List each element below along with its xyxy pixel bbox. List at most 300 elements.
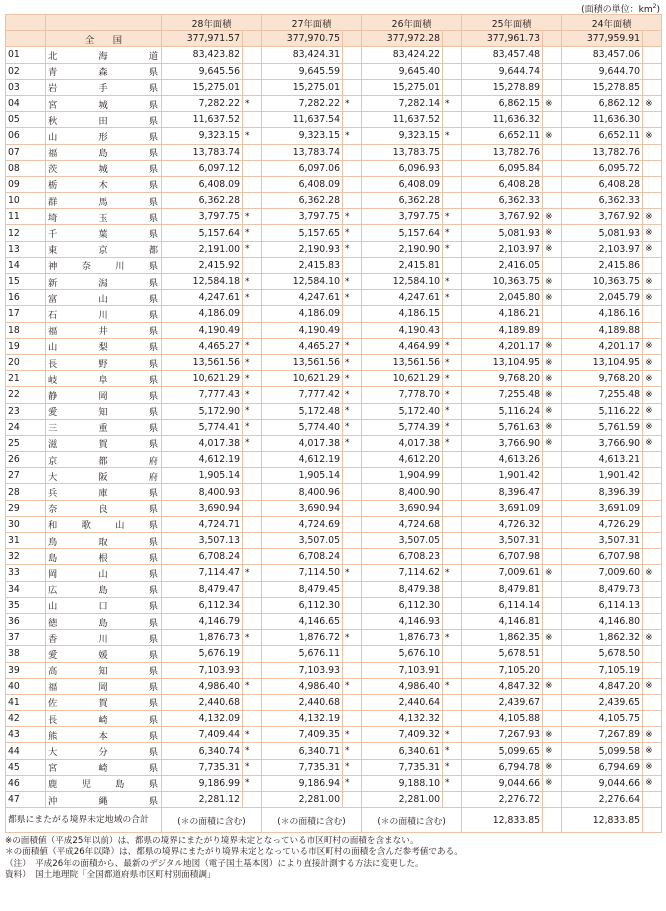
area-value: 13,782.76	[562, 144, 643, 160]
area-value: 2,281.00	[362, 792, 443, 808]
boundary-label: 都県にまたがる境界未定地域の合計	[6, 808, 162, 833]
value-mark: *	[443, 338, 462, 354]
area-value: 7,103.93	[262, 662, 343, 678]
area-value: 4,146.81	[462, 613, 543, 629]
value-mark	[643, 452, 662, 468]
value-mark: *	[343, 338, 362, 354]
prefecture-code: 15	[6, 274, 46, 290]
value-mark	[543, 193, 562, 209]
table-row	[6, 274, 662, 290]
area-value: 7,105.19	[562, 662, 643, 678]
table-row	[6, 387, 662, 403]
area-value: 4,464.99	[362, 338, 443, 354]
area-value: 9,044.66	[562, 775, 643, 791]
value-mark: ※	[543, 565, 562, 581]
prefecture-name: 大分県	[46, 743, 162, 759]
area-value: 2,276.72	[462, 792, 543, 808]
area-value: 7,103.91	[362, 662, 443, 678]
value-mark	[443, 31, 462, 47]
value-mark	[443, 144, 462, 160]
prefecture-name: 岡山県	[46, 565, 162, 581]
value-mark: ※	[643, 727, 662, 743]
prefecture-name: 富山県	[46, 290, 162, 306]
area-value: 3,507.31	[562, 533, 643, 549]
value-mark: *	[243, 338, 262, 354]
value-mark	[543, 144, 562, 160]
prefecture-code: 08	[6, 160, 46, 176]
value-mark	[443, 646, 462, 662]
area-value: 13,783.74	[162, 144, 243, 160]
value-mark	[243, 533, 262, 549]
area-value: 5,676.11	[262, 646, 343, 662]
included-note: (＊の面積に含む)	[362, 808, 462, 833]
area-value: 15,275.01	[162, 79, 243, 95]
area-value: 5,116.22	[562, 403, 643, 419]
value-mark: *	[243, 743, 262, 759]
value-mark	[543, 711, 562, 727]
value-mark	[443, 47, 462, 63]
prefecture-code: 12	[6, 225, 46, 241]
table-row	[6, 306, 662, 322]
area-value: 10,621.29	[162, 371, 243, 387]
table-row	[6, 452, 662, 468]
value-mark: *	[243, 419, 262, 435]
area-value: 4,186.09	[162, 306, 243, 322]
value-mark	[243, 306, 262, 322]
table-row	[6, 371, 662, 387]
area-value: 8,400.90	[362, 484, 443, 500]
area-value: 4,017.38	[262, 435, 343, 451]
total-row	[6, 31, 662, 47]
prefecture-name: 長野県	[46, 354, 162, 370]
value-mark: *	[343, 419, 362, 435]
area-value: 1,876.72	[262, 630, 343, 646]
prefecture-name: 山形県	[46, 128, 162, 144]
value-mark: *	[343, 387, 362, 403]
value-mark	[443, 193, 462, 209]
value-mark: *	[443, 759, 462, 775]
value-mark: ※	[643, 435, 662, 451]
area-value: 8,396.39	[562, 484, 643, 500]
table-row	[6, 484, 662, 500]
area-value: 3,797.75	[362, 209, 443, 225]
area-value: 1,905.14	[262, 468, 343, 484]
area-value: 2,440.68	[162, 694, 243, 710]
prefecture-code: 11	[6, 209, 46, 225]
value-mark: ※	[643, 371, 662, 387]
area-value: 10,363.75	[562, 274, 643, 290]
area-value: 4,190.43	[362, 322, 443, 338]
area-value: 4,724.71	[162, 516, 243, 532]
prefecture-code: 10	[6, 193, 46, 209]
area-value: 3,691.09	[562, 500, 643, 516]
value-mark: *	[443, 678, 462, 694]
prefecture-code: 21	[6, 371, 46, 387]
value-mark	[343, 516, 362, 532]
table-row	[6, 549, 662, 565]
area-value: 6,862.15	[462, 95, 543, 111]
value-mark	[243, 711, 262, 727]
value-mark: *	[243, 403, 262, 419]
area-value: 4,612.20	[362, 452, 443, 468]
table-row	[6, 630, 662, 646]
prefecture-code: 47	[6, 792, 46, 808]
prefecture-area-table	[5, 14, 662, 833]
prefecture-code: 33	[6, 565, 46, 581]
prefecture-name: 高知県	[46, 662, 162, 678]
prefecture-code: 02	[6, 63, 46, 79]
total-code	[6, 31, 46, 47]
prefecture-code: 26	[6, 452, 46, 468]
value-mark	[643, 613, 662, 629]
value-mark	[643, 31, 662, 47]
column-header: 26年面積	[362, 15, 462, 31]
value-mark: *	[243, 209, 262, 225]
prefecture-name: 三重県	[46, 419, 162, 435]
table-row	[6, 759, 662, 775]
prefecture-name: 岐阜県	[46, 371, 162, 387]
value-mark	[543, 792, 562, 808]
area-value: 4,190.49	[262, 322, 343, 338]
prefecture-name: 秋田県	[46, 112, 162, 128]
column-header: 24年面積	[562, 15, 662, 31]
value-mark	[243, 452, 262, 468]
prefecture-code: 13	[6, 241, 46, 257]
area-value: 6,340.71	[262, 743, 343, 759]
unit-label: (面積の単位：$km^2$)	[581, 3, 660, 15]
prefecture-code: 17	[6, 306, 46, 322]
value-mark: *	[443, 565, 462, 581]
value-mark: *	[243, 95, 262, 111]
value-mark: ※	[543, 775, 562, 791]
value-mark: ※	[643, 274, 662, 290]
area-value: 4,132.32	[362, 711, 443, 727]
area-value: 2,415.81	[362, 257, 443, 273]
value-mark: *	[243, 241, 262, 257]
included-note: (＊の面積に含む)	[162, 808, 262, 833]
area-value: 8,400.93	[162, 484, 243, 500]
value-mark	[443, 306, 462, 322]
area-value: 2,281.12	[162, 792, 243, 808]
area-value: 5,676.10	[362, 646, 443, 662]
area-value: 4,146.65	[262, 613, 343, 629]
area-value: 6,097.12	[162, 160, 243, 176]
value-mark: ※	[643, 209, 662, 225]
prefecture-name: 栃木県	[46, 176, 162, 192]
prefecture-code: 31	[6, 533, 46, 549]
value-mark	[643, 500, 662, 516]
area-value: 3,507.05	[362, 533, 443, 549]
prefecture-code: 32	[6, 549, 46, 565]
table-row	[6, 678, 662, 694]
area-value: 6,408.09	[362, 176, 443, 192]
value-mark	[643, 662, 662, 678]
area-value: 13,104.95	[462, 354, 543, 370]
boundary-value: 12,833.85	[562, 808, 643, 833]
area-value: 6,652.11	[562, 128, 643, 144]
value-mark	[343, 160, 362, 176]
area-value: 7,282.22	[262, 95, 343, 111]
boundary-value: 12,833.85	[462, 808, 543, 833]
table-row	[6, 257, 662, 273]
value-mark: ※	[543, 128, 562, 144]
area-value: 7,114.50	[262, 565, 343, 581]
area-value: 8,400.96	[262, 484, 343, 500]
prefecture-code: 35	[6, 597, 46, 613]
area-value: 5,099.58	[562, 743, 643, 759]
value-mark	[543, 581, 562, 597]
prefecture-code: 27	[6, 468, 46, 484]
value-mark	[443, 597, 462, 613]
area-value: 5,081.93	[562, 225, 643, 241]
total-value: 377,971.57	[162, 31, 243, 47]
area-value: 15,275.01	[262, 79, 343, 95]
table-row	[6, 662, 662, 678]
area-value: 83,457.06	[562, 47, 643, 63]
area-value: 7,105.20	[462, 662, 543, 678]
value-mark	[543, 47, 562, 63]
prefecture-code: 42	[6, 711, 46, 727]
value-mark: ※	[643, 95, 662, 111]
total-value: 377,972.28	[362, 31, 443, 47]
table-row	[6, 144, 662, 160]
value-mark: ※	[643, 775, 662, 791]
header-blank	[46, 15, 162, 31]
table-row	[6, 160, 662, 176]
area-value: 4,201.17	[562, 338, 643, 354]
area-value: 6,708.24	[162, 549, 243, 565]
value-mark	[543, 533, 562, 549]
area-value: 2,103.97	[562, 241, 643, 257]
area-value: 10,363.75	[462, 274, 543, 290]
area-value: 4,847.32	[462, 678, 543, 694]
prefecture-name: 鳥取県	[46, 533, 162, 549]
prefecture-name: 群馬県	[46, 193, 162, 209]
area-value: 4,847.20	[562, 678, 643, 694]
prefecture-name: 奈良県	[46, 500, 162, 516]
area-value: 4,613.21	[562, 452, 643, 468]
value-mark	[343, 613, 362, 629]
area-value: 6,408.09	[162, 176, 243, 192]
table-row	[6, 225, 662, 241]
area-value: 5,172.40	[362, 403, 443, 419]
area-value: 3,797.75	[162, 209, 243, 225]
table-row	[6, 209, 662, 225]
area-value: 5,761.59	[562, 419, 643, 435]
area-value: 5,678.50	[562, 646, 643, 662]
area-value: 8,479.45	[262, 581, 343, 597]
prefecture-code: 14	[6, 257, 46, 273]
area-value: 6,095.84	[462, 160, 543, 176]
area-value: 7,255.48	[462, 387, 543, 403]
value-mark	[343, 257, 362, 273]
area-value: 13,104.95	[562, 354, 643, 370]
value-mark	[343, 193, 362, 209]
value-mark: ※	[543, 274, 562, 290]
value-mark	[243, 646, 262, 662]
value-mark	[443, 63, 462, 79]
table-row	[6, 290, 662, 306]
prefecture-code: 24	[6, 419, 46, 435]
area-value: 8,479.81	[462, 581, 543, 597]
area-value: 2,440.64	[362, 694, 443, 710]
area-value: 6,362.33	[562, 193, 643, 209]
area-value: 7,114.47	[162, 565, 243, 581]
value-mark: ※	[543, 403, 562, 419]
area-value: 6,862.12	[562, 95, 643, 111]
value-mark: *	[443, 743, 462, 759]
value-mark	[243, 581, 262, 597]
table-row	[6, 193, 662, 209]
table-row	[6, 95, 662, 111]
value-mark	[543, 516, 562, 532]
value-mark	[343, 549, 362, 565]
value-mark: *	[343, 290, 362, 306]
area-value: 1,862.32	[562, 630, 643, 646]
value-mark: ※	[543, 630, 562, 646]
area-value: 6,096.93	[362, 160, 443, 176]
area-value: 6,362.28	[262, 193, 343, 209]
table-row	[6, 516, 662, 532]
area-value: 2,045.79	[562, 290, 643, 306]
value-mark	[243, 613, 262, 629]
prefecture-code: 01	[6, 47, 46, 63]
area-value: 6,340.74	[162, 743, 243, 759]
area-value: 4,247.61	[362, 290, 443, 306]
area-value: 3,507.31	[462, 533, 543, 549]
value-mark	[343, 694, 362, 710]
value-mark: ※	[543, 290, 562, 306]
area-value: 3,797.75	[262, 209, 343, 225]
area-value: 2,190.90	[362, 241, 443, 257]
area-value: 6,362.28	[162, 193, 243, 209]
area-value: 4,017.38	[362, 435, 443, 451]
value-mark	[443, 468, 462, 484]
table-row	[6, 646, 662, 662]
prefecture-name: 宮崎県	[46, 759, 162, 775]
table-row	[6, 613, 662, 629]
area-value: 2,416.05	[462, 257, 543, 273]
value-mark: *	[343, 95, 362, 111]
area-value: 3,690.94	[162, 500, 243, 516]
value-mark: *	[343, 727, 362, 743]
value-mark: ※	[543, 387, 562, 403]
value-mark: ※	[543, 354, 562, 370]
table-row	[6, 112, 662, 128]
value-mark: ※	[543, 419, 562, 435]
value-mark	[343, 112, 362, 128]
prefecture-name: 京都府	[46, 452, 162, 468]
value-mark	[543, 176, 562, 192]
prefecture-name: 岩手県	[46, 79, 162, 95]
value-mark	[643, 160, 662, 176]
area-value: 6,708.23	[362, 549, 443, 565]
value-mark	[643, 257, 662, 273]
area-value: 4,612.19	[262, 452, 343, 468]
area-value: 1,862.35	[462, 630, 543, 646]
table-row	[6, 435, 662, 451]
column-header: 27年面積	[262, 15, 362, 31]
value-mark	[443, 613, 462, 629]
footnote: ＊の面積値（平成26年以降）は、都県の境界にまたがり境界未定となっている市区町村の面積を含んだ参考値である。	[5, 847, 463, 858]
value-mark: ※	[543, 371, 562, 387]
area-value: 6,112.34	[162, 597, 243, 613]
area-value: 15,278.85	[562, 79, 643, 95]
area-value: 4,105.88	[462, 711, 543, 727]
prefecture-code: 19	[6, 338, 46, 354]
header-row	[6, 15, 662, 31]
value-mark	[443, 484, 462, 500]
value-mark	[243, 322, 262, 338]
table-row	[6, 338, 662, 354]
area-value: 9,044.66	[462, 775, 543, 791]
value-mark	[343, 144, 362, 160]
value-mark	[343, 533, 362, 549]
value-mark	[543, 500, 562, 516]
value-mark	[343, 176, 362, 192]
area-value: 5,678.51	[462, 646, 543, 662]
area-value: 9,644.74	[462, 63, 543, 79]
area-value: 11,636.30	[562, 112, 643, 128]
value-mark	[243, 468, 262, 484]
value-mark	[243, 193, 262, 209]
value-mark	[243, 257, 262, 273]
area-value: 7,267.89	[562, 727, 643, 743]
area-value: 4,146.79	[162, 613, 243, 629]
prefecture-name: 愛媛県	[46, 646, 162, 662]
value-mark: *	[443, 435, 462, 451]
prefecture-name: 愛知県	[46, 403, 162, 419]
area-value: 5,157.64	[362, 225, 443, 241]
prefecture-name: 長崎県	[46, 711, 162, 727]
area-value: 1,901.42	[562, 468, 643, 484]
area-value: 6,112.30	[262, 597, 343, 613]
value-mark	[643, 47, 662, 63]
prefecture-code: 40	[6, 678, 46, 694]
area-value: 4,132.19	[262, 711, 343, 727]
area-value: 4,105.75	[562, 711, 643, 727]
value-mark: ※	[543, 759, 562, 775]
value-mark	[643, 306, 662, 322]
area-value: 6,708.24	[262, 549, 343, 565]
area-value: 83,424.22	[362, 47, 443, 63]
area-value: 15,275.01	[362, 79, 443, 95]
value-mark: *	[343, 630, 362, 646]
table-row	[6, 500, 662, 516]
area-value: 4,186.21	[462, 306, 543, 322]
value-mark: *	[343, 759, 362, 775]
value-mark	[643, 711, 662, 727]
prefecture-code: 28	[6, 484, 46, 500]
area-value: 7,777.43	[162, 387, 243, 403]
value-mark	[643, 322, 662, 338]
area-value: 6,340.61	[362, 743, 443, 759]
value-mark	[343, 47, 362, 63]
included-note: (＊の面積に含む)	[262, 808, 362, 833]
area-value: 12,584.10	[362, 274, 443, 290]
value-mark: ※	[543, 95, 562, 111]
value-mark	[543, 306, 562, 322]
value-mark	[643, 597, 662, 613]
area-value: 6,362.28	[362, 193, 443, 209]
value-mark	[343, 468, 362, 484]
value-mark: ※	[643, 387, 662, 403]
header-blank	[6, 15, 46, 31]
value-mark	[243, 47, 262, 63]
value-mark: *	[343, 371, 362, 387]
area-value: 8,479.38	[362, 581, 443, 597]
prefecture-name: 山梨県	[46, 338, 162, 354]
